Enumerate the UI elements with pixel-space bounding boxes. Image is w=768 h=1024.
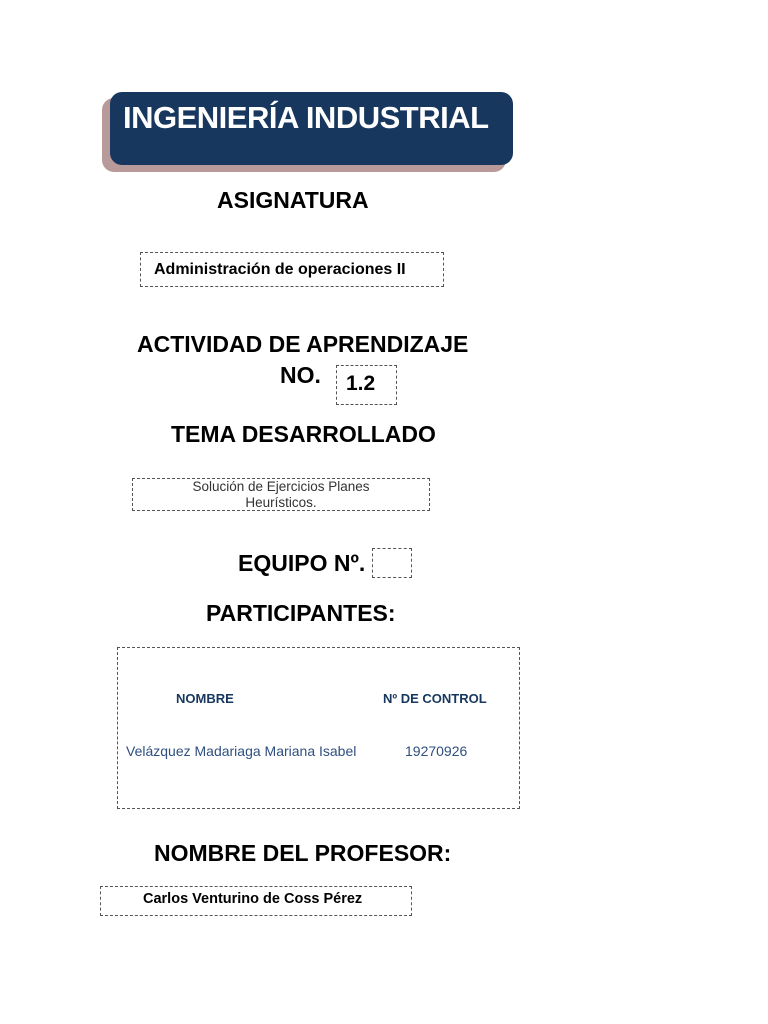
activity-no-label: NO. [280,362,321,388]
subject-heading: ASIGNATURA [217,187,369,213]
topic-value-line1: Solución de Ejercicios Planes [192,479,370,494]
participants-heading: PARTICIPANTES: [206,600,396,626]
subject-box [140,252,444,287]
topic-heading: TEMA DESARROLLADO [171,421,436,447]
topic-value-line2: Heurísticos. [245,495,317,510]
column-header-name: NOMBRE [176,691,234,706]
professor-box [100,886,412,916]
title-banner [110,92,513,165]
column-header-control: Nº DE CONTROL [383,691,487,706]
subject-value: Administración de operaciones II [154,261,406,278]
topic-box [132,478,430,511]
activity-number: 1.2 [346,372,376,395]
activity-number-box [336,365,397,405]
professor-name: Carlos Venturino de Coss Pérez [143,891,363,907]
professor-heading: NOMBRE DEL PROFESOR: [154,840,452,866]
participant-name: Velázquez Madariaga Mariana Isabel [126,743,357,759]
participant-control: 19270926 [405,743,468,759]
team-number-box [372,548,412,578]
page-title: INGENIERÍA INDUSTRIAL [123,100,489,135]
participants-box [117,647,520,809]
team-heading: EQUIPO Nº. [238,550,366,576]
activity-heading: ACTIVIDAD DE APRENDIZAJE [137,331,469,357]
